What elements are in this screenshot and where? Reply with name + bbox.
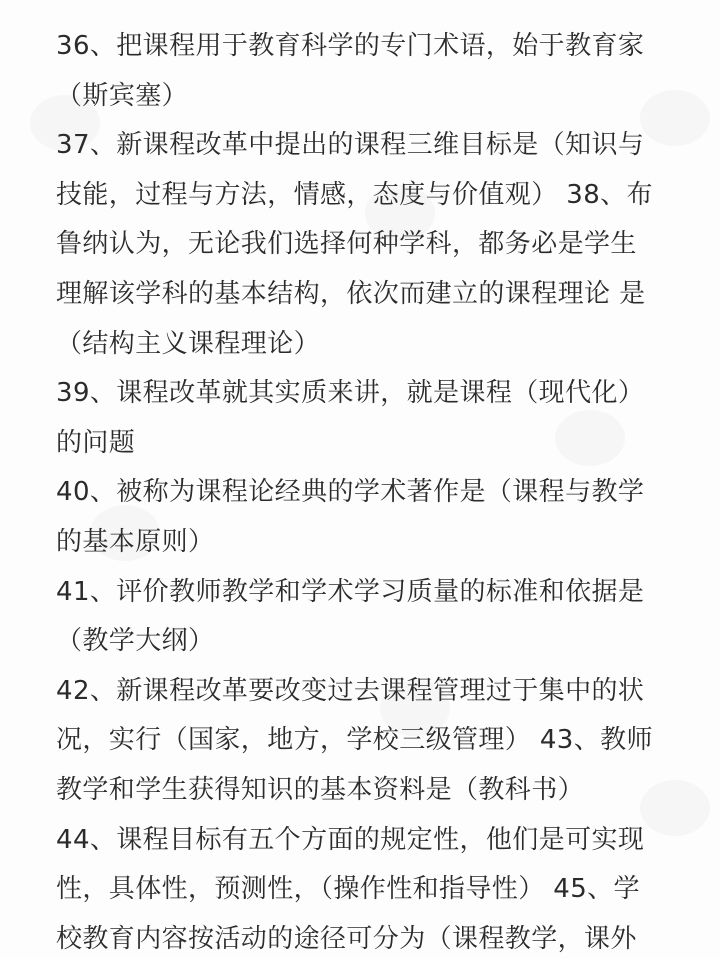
text-line: 教学和学生获得知识的基本资料是（教科书） [56,774,585,805]
text-line: 41、评价教师教学和学术学习质量的标准和依据是 [56,576,645,607]
text-line: 的问题 [56,427,136,458]
text-line: 鲁纳认为，无论我们选择何种学科，都务必是学生 [56,229,637,260]
text-line: （斯宾塞） [56,80,189,111]
text-line: 39、课程改革就其实质来讲，就是课程（现代化） [56,378,645,409]
document-text [56,22,686,959]
text-line: （教学大纲） [56,626,215,657]
text-line: 40、被称为课程论经典的学术著作是（课程与教学 [56,477,645,508]
text-line: 44、课程目标有五个方面的规定性，他们是可实现 [56,824,645,855]
text-line: 42、新课程改革要改变过去课程管理过于集中的状 [56,675,645,706]
text-line: （结构主义课程理论） [56,328,321,359]
text-line: 校教育内容按活动的途径可分为（课程教学，课外 [56,923,637,954]
text-line: 理解该学科的基本结构，依次而建立的课程理论 是 [56,278,646,309]
text-line: 37、新课程改革中提出的课程三维目标是（知识与 [56,130,645,161]
text-line: 技能，过程与方法，情感，态度与价值观） 38、布 [56,179,653,210]
text-line: 36、把课程用于教育科学的专门术语，始于教育家 [56,31,645,61]
text-line: 况，实行（国家，地方，学校三级管理） 43、教师 [56,725,653,756]
text-line: 的基本原则） [56,526,215,557]
text-line: 性，具体性，预测性，（操作性和指导性） 45、学 [56,874,640,905]
